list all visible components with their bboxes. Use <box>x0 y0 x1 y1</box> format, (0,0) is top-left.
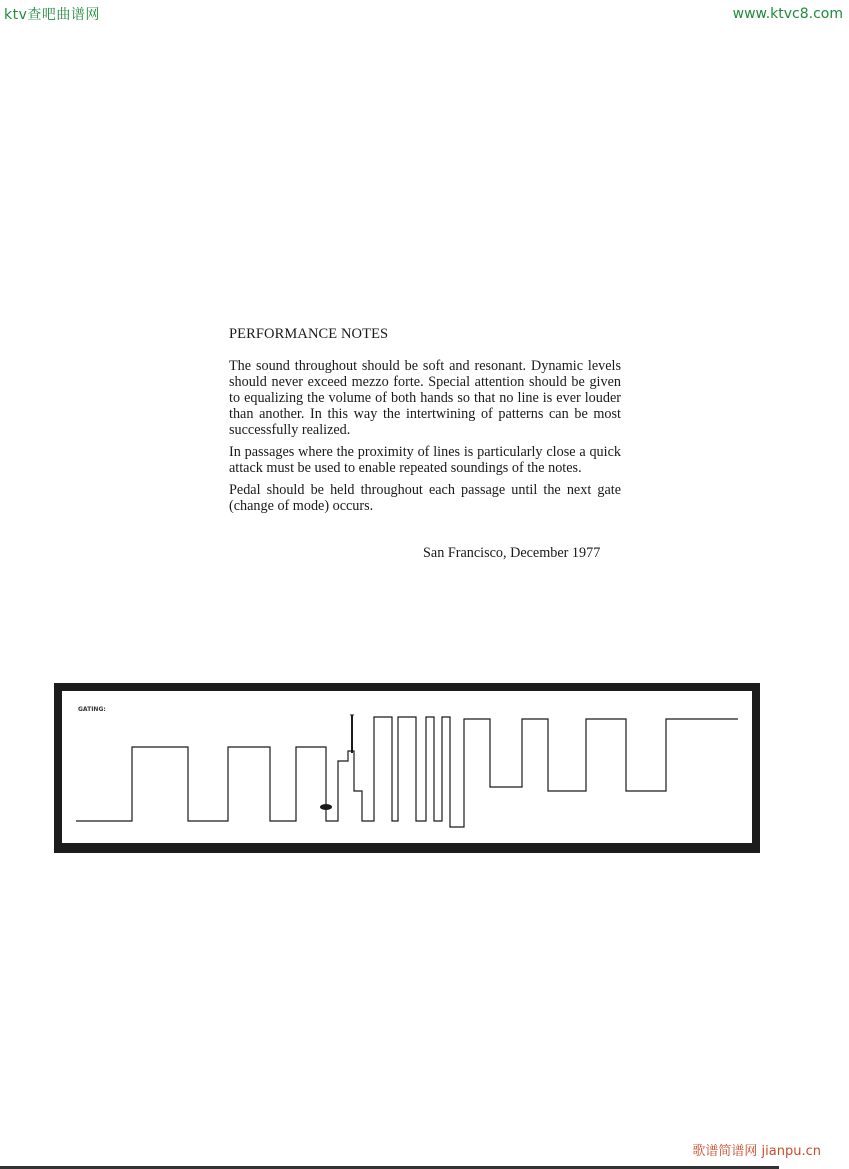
notes-paragraph-3: Pedal should be held throughout each passage until the next gate (change of mode) occurs. <box>229 482 621 514</box>
gating-waveform <box>62 691 752 843</box>
notes-heading: PERFORMANCE NOTES <box>229 326 389 342</box>
notes-paragraph-1: The sound throughout should be soft and resonant. Dynamic levels should never exceed mezzo forte. Special attention should be given to equalizing the volume of both hands so that no line is ever louder than another. In this way the intertwining of patterns can be most successfully realized. <box>229 358 621 438</box>
gating-diagram <box>54 683 760 853</box>
gating-label: GATING: <box>78 706 106 713</box>
watermark-top-right: www.ktvc8.com <box>732 6 843 22</box>
watermark-bottom: 歌谱简谱网 jianpu.cn <box>692 1144 821 1159</box>
performance-notes <box>229 326 621 520</box>
watermark-top-left: ktv查吧曲谱网 <box>4 7 100 23</box>
gating-panel <box>62 691 752 843</box>
signoff: San Francisco, December 1977 <box>423 545 601 561</box>
notes-paragraph-2: In passages where the proximity of lines is particularly close a quick attack must be used to enable repeated soundings of the notes. <box>229 444 621 476</box>
